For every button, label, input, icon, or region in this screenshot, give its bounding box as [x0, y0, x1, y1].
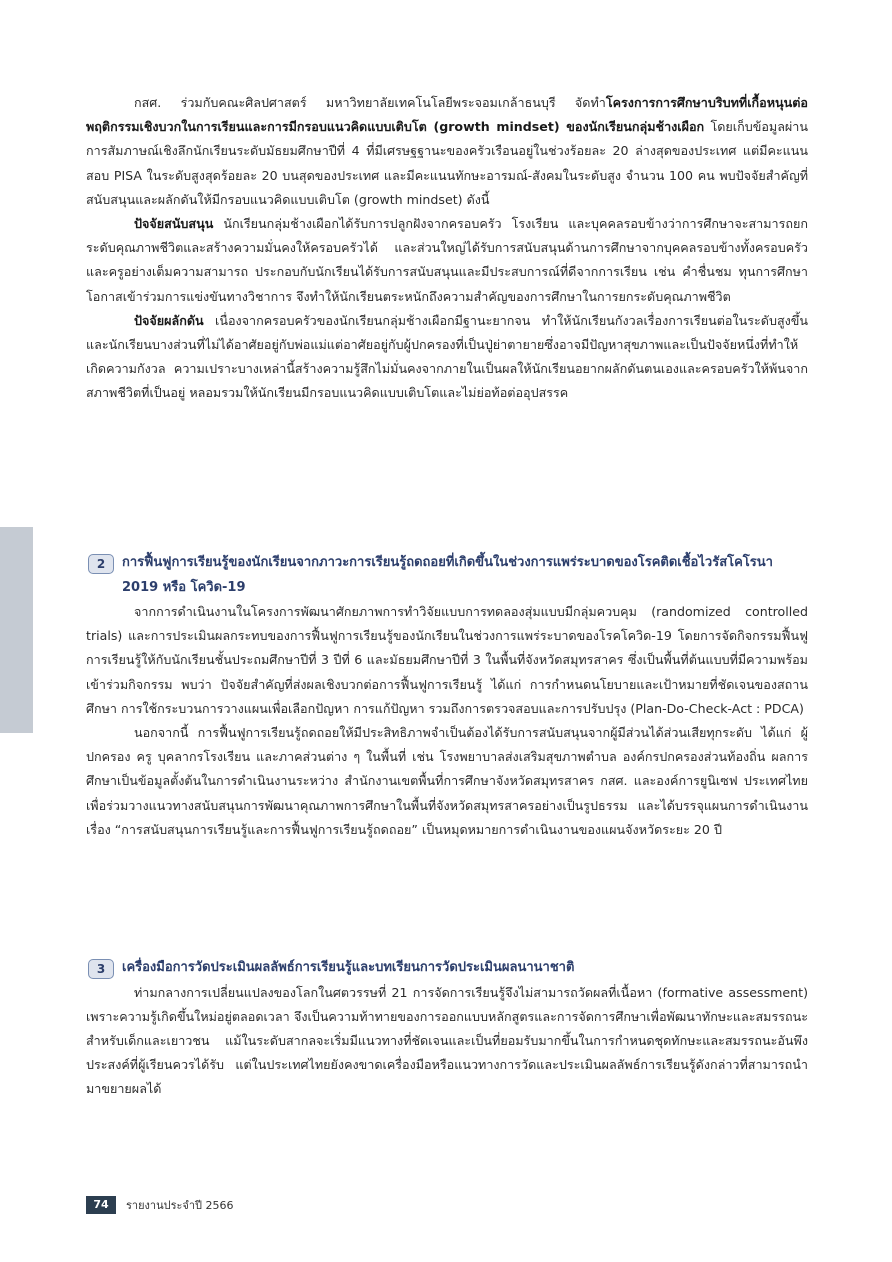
- driving-factors-paragraph: [86, 309, 808, 406]
- section-3: [86, 956, 808, 1102]
- section-3-paragraph-1: ท่ามกลางการเปลี่ยนแปลงของโลกในศตวรรษที่ 21 การจัดการเรียนรู้จึงไม่สามารถวัดผลที่เนื้อหา (formative assessment) เพราะความรู้เกิดขึ้นใหม่อยู่ตลอดเวลา จึงเป็นความท้าทายของการออกแบบหลักสูตรและการจัดการศึกษาเพื่อพัฒนาทักษะและสมรรถนะสำหรับเด็กและเยาวชน แม้ในระดับสากลจะเริ่มมีแนวทางที่ชัดเจนและเป็นที่ยอมรับมากขึ้นในการกำหนดชุดทักษะและสมรรถนะอันพึงประสงค์ที่ผู้เรียนควรได้รับ แต่ในประเทศไทยยังคงขาดเครื่องมือหรือแนวทางการวัดและประเมินผลลัพธ์การเรียนรู้ดังกล่าวที่สามารถนำมาขยายผลได้: [86, 984, 808, 1097]
- supporting-factors-paragraph: [86, 212, 808, 309]
- intro-text-block: [86, 91, 808, 406]
- project-title-bold: โครงการการศึกษาบริบทที่เกื้อหนุนต่อพฤติกรรมเชิงบวกในการเรียนและการมีกรอบแนวคิดแบบเติบโต (growth mindset) ของนักเรียนกลุ่มช้างเผือก: [86, 95, 808, 135]
- section-2-paragraph-2: นอกจากนี้ การฟื้นฟูการเรียนรู้ถดถอยให้มีประสิทธิภาพจำเป็นต้องได้รับการสนับสนุนจากผู้มีส่วนได้ส่วนเสียทุกระดับ ได้แก่ ผู้ปกครอง ครู บุคลากรโรงเรียน และภาคส่วนต่าง ๆ ในพื้นที่ เช่น โรงพยาบาลส่งเสริมสุขภาพตำบล องค์กรปกครองส่วนท้องถิ่น ผลการศึกษาเป็นข้อมูลตั้งต้นในการดำเนินงานระหว่าง สำนักงานเขตพื้นที่การศึกษาจังหวัดสมุทรสาคร กสศ. และองค์การยูนิเซฟ ประเทศไทย เพื่อร่วมวางแนวทางสนับสนุนการพัฒนาคุณภาพการศึกษาในพื้นที่จังหวัดสมุทรสาครอย่างเป็นรูปธรรม และได้บรรจุแผนการดำเนินงานเรื่อง “การสนับสนุนการเรียนรู้และการฟื้นฟูการเรียนรู้ถดถอย” เป็นหมุดหมายการดำเนินงานของแผนจังหวัดระยะ 20 ปี: [86, 725, 808, 837]
- section-2: [86, 551, 808, 842]
- driving-factors-text: เนื่องจากครอบครัวของนักเรียนกลุ่มช้างเผือกมีฐานะยากจน ทำให้นักเรียนกังวลเรื่องการเรียนต่อในระดับสูงขึ้น และนักเรียนบางส่วนที่ไม่ได้อาศัยอยู่กับพ่อแม่แต่อาศัยอยู่กับผู้ปกครองที่เป็นปู่ย่าตายายซึ่งอาจมีปัญหาสุขภาพและเป็นปัจจัยหนึ่งที่ทำให้เกิดความกังวล ความเปราะบางเหล่านี้สร้างความรู้สึกไม่มั่นคงจากภายในเป็นผลให้นักเรียนอยากผลักดันตนเองและครอบครัวให้พ้นจากสภาพชีวิตที่เป็นอยู่ หลอมรวมให้นักเรียนมีกรอบแนวคิดแบบเติบโตและไม่ย่อท้อต่ออุปสรรค: [86, 312, 808, 401]
- section-2-title: การฟื้นฟูการเรียนรู้ของนักเรียนจากภาวะการเรียนรู้ถดถอยที่เกิดขึ้นในช่วงการแพร่ระบาดของโรคติดเชื้อไวรัสโคโรนา 2019 หรือ โควิด-19: [122, 555, 773, 595]
- supporting-factors-label: ปัจจัยสนับสนุน: [134, 216, 214, 232]
- intro-p1-text: กสศ. ร่วมกับคณะศิลปศาสตร์ มหาวิทยาลัยเทคโนโลยีพระจอมเกล้าธนบุรี จัดทำ: [134, 95, 606, 110]
- section-2-heading: [86, 551, 808, 600]
- intro-paragraph-1: [86, 91, 808, 212]
- driving-factors-label: ปัจจัยผลักดัน: [134, 312, 204, 328]
- report-title: รายงานประจำปี 2566: [126, 1199, 234, 1212]
- section-2-body: [86, 600, 808, 842]
- section-3-number-badge: 3: [88, 959, 114, 979]
- section-3-title: เครื่องมือการวัดประเมินผลลัพธ์การเรียนรู้และบทเรียนการวัดประเมินผลนานาชาติ: [122, 960, 575, 975]
- section-2-number-badge: 2: [88, 554, 114, 574]
- page-footer: [86, 1195, 234, 1215]
- section-3-body: [86, 981, 808, 1102]
- side-tab-marker: [0, 527, 33, 733]
- section-2-paragraph-1: จากการดำเนินงานในโครงการพัฒนาศักยภาพการทำวิจัยแบบการทดลองสุ่มแบบมีกลุ่มควบคุม (randomized controlled trials) และการประเมินผลกระทบของการฟื้นฟูการเรียนรู้ของนักเรียนในช่วงการแพร่ระบาดของโรคโควิด-19 โดยการจัดกิจกรรมฟื้นฟูการเรียนรู้ให้กับนักเรียนชั้นประถมศึกษาปีที่ 3 ปีที่ 6 และมัธยมศึกษาปีที่ 3 ในพื้นที่จังหวัดสมุทรสาคร ซึ่งเป็นพื้นที่ต้นแบบที่มีความพร้อมเข้าร่วมกิจกรรม พบว่า ปัจจัยสำคัญที่ส่งผลเชิงบวกต่อการฟื้นฟูการเรียนรู้ ได้แก่ การกำหนดนโยบายและเป้าหมายที่ชัดเจนของสถานศึกษา การใช้กระบวนการวางแผนเพื่อเลือกปัญหา การแก้ปัญหา รวมถึงการตรวจสอบและการปรับปรุง (Plan-Do-Check-Act : PDCA): [86, 604, 808, 716]
- section-3-heading: [86, 956, 808, 981]
- intro-p1-text-continued: โดยเก็บข้อมูลผ่านการสัมภาษณ์เชิงลึกนักเรียนระดับมัธยมศึกษาปีที่ 4 ที่มีเศรษฐฐานะของครัวเรือนอยู่ในช่วงร้อยละ 20 ล่างสุดของประเทศ แต่มีคะแนนสอบ PISA ในระดับสูงสุดร้อยละ 20 บนสุดของประเทศ และมีคะแนนทักษะอารมณ์-สังคมในระดับสูง จำนวน 100 คน พบปัจจัยสำคัญที่สนับสนุนและผลักดันให้มีกรอบแนวคิดแบบเติบโต (growth mindset) ดังนี้: [86, 119, 808, 207]
- supporting-factors-text: นักเรียนกลุ่มช้างเผือกได้รับการปลูกฝังจากครอบครัว โรงเรียน และบุคคลรอบข้างว่าการศึกษาจะสามารถยกระดับคุณภาพชีวิตและสร้างความมั่นคงให้ครอบครัวได้ และส่วนใหญ่ได้รับการสนับสนุนด้านการศึกษาจากบุคคลรอบข้างทั้งครอบครัวและครูอย่างเต็มความสามารถ ประกอบกับนักเรียนได้รับการสนับสนุนและมีประสบการณ์ที่ดีจากการเรียน เช่น คำชื่นชม ทุนการศึกษา โอกาสเข้าร่วมการแข่งขันทางวิชาการ จึงทำให้นักเรียนตระหนักถึงความสำคัญของการศึกษาในการยกระดับคุณภาพชีวิต: [86, 216, 808, 304]
- page-number: 74: [86, 1196, 116, 1214]
